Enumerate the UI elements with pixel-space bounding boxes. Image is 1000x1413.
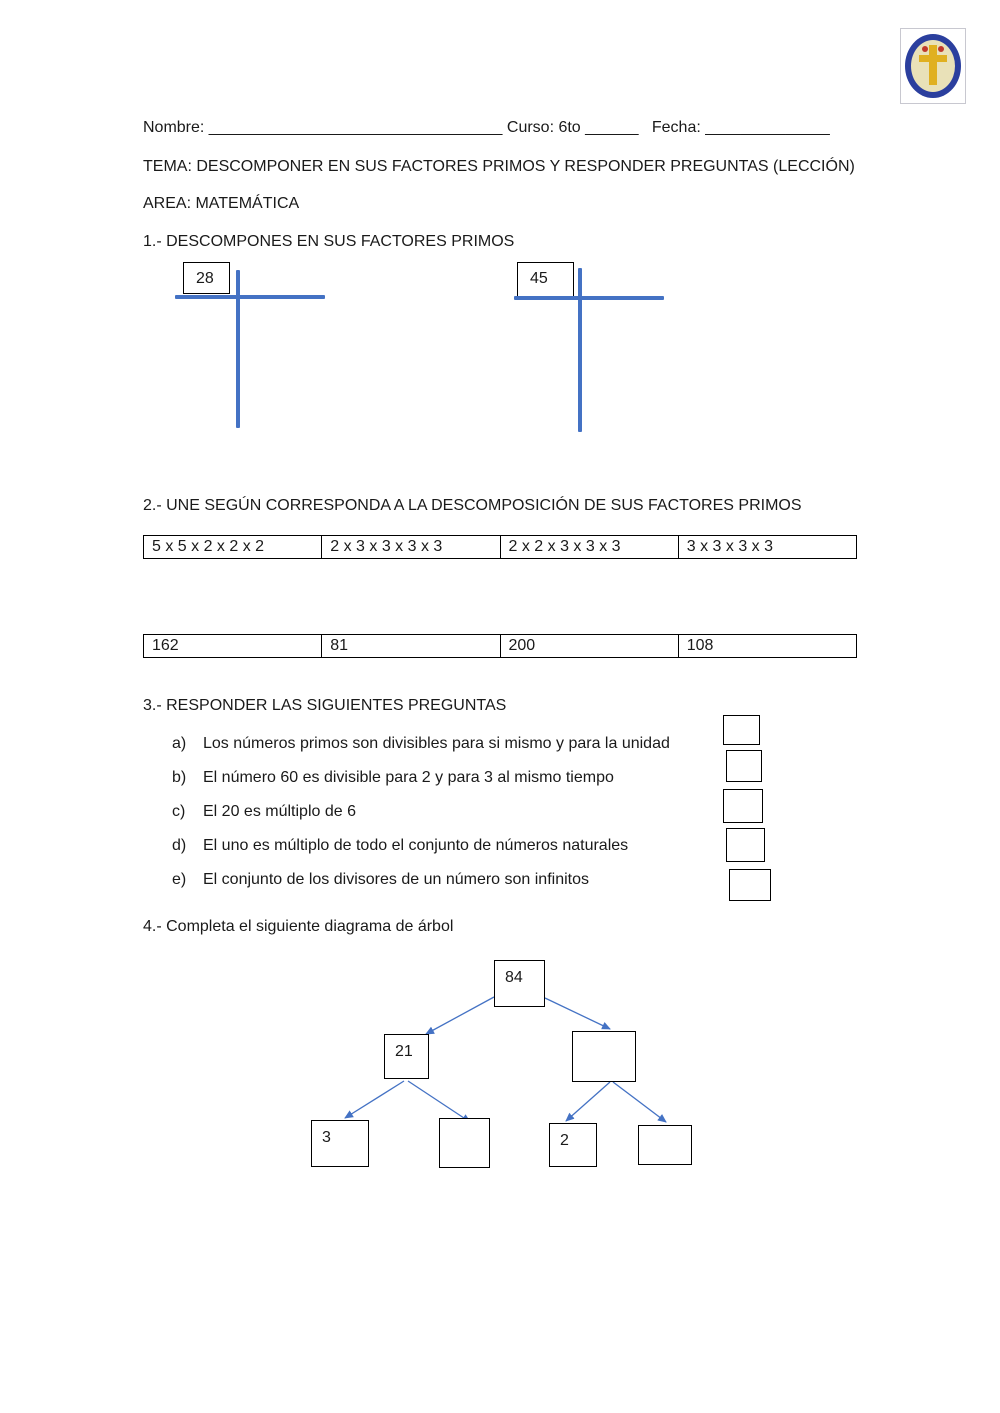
number-cell[interactable]: 162 [144, 635, 322, 658]
tree-node-left-left: 3 [311, 1120, 369, 1167]
section3-title: 3.- RESPONDER LAS SIGUIENTES PREGUNTAS [143, 697, 507, 714]
question-letter: b) [172, 769, 187, 786]
factorization-cell[interactable]: 2 x 2 x 3 x 3 x 3 [500, 536, 678, 559]
section2-title: 2.- UNE SEGÚN CORRESPONDA A LA DESCOMPOSICIÓN DE SUS FACTORES PRIMOS [143, 497, 802, 514]
factorization-cell[interactable]: 2 x 3 x 3 x 3 x 3 [322, 536, 500, 559]
number-cell[interactable]: 108 [678, 635, 856, 658]
name-course-date-line: Nombre: _________________________________ Curso: 6to ______ Fecha: ______________ [143, 119, 830, 136]
question-text: El número 60 es divisible para 2 y para 3 al mismo tiempo [203, 769, 614, 786]
number-cell[interactable]: 81 [322, 635, 500, 658]
section4-title: 4.- Completa el siguiente diagrama de árbol [143, 918, 454, 935]
tree-arrow [408, 1081, 470, 1122]
question-text: Los números primos son divisibles para si mismo y para la unidad [203, 735, 670, 752]
topic-line: TEMA: DESCOMPONER EN SUS FACTORES PRIMOS Y RESPONDER PREGUNTAS (LECCIÓN) [143, 158, 855, 175]
tree-node-right-blank[interactable] [572, 1031, 636, 1082]
factorization-cell[interactable]: 5 x 5 x 2 x 2 x 2 [144, 536, 322, 559]
tree-arrow [345, 1081, 404, 1118]
tree-node-root: 84 [494, 960, 545, 1007]
number-cell[interactable]: 200 [500, 635, 678, 658]
question-text: El conjunto de los divisores de un número son infinitos [203, 871, 589, 888]
tree-arrow [613, 1082, 666, 1122]
question-letter: c) [172, 803, 186, 820]
tree-node-right-left: 2 [549, 1123, 597, 1167]
question-text: El uno es múltiplo de todo el conjunto de números naturales [203, 837, 629, 854]
factor-number-45: 45 [517, 262, 574, 297]
area-line: AREA: MATEMÁTICA [143, 195, 300, 212]
question-letter: e) [172, 871, 187, 888]
tree-node-right-right-blank[interactable] [638, 1125, 692, 1165]
tree-arrow [426, 997, 494, 1034]
tree-arrow [566, 1082, 610, 1121]
question-letter: a) [172, 735, 187, 752]
section1-title: 1.- DESCOMPONES EN SUS FACTORES PRIMOS [143, 233, 515, 250]
tree-node-left-right-blank[interactable] [439, 1118, 490, 1168]
question-text: El 20 es múltiplo de 6 [203, 803, 356, 820]
question-letter: d) [172, 837, 187, 854]
tree-node-left: 21 [384, 1034, 429, 1079]
tree-arrow [545, 998, 610, 1029]
factorization-cell[interactable]: 3 x 3 x 3 x 3 [678, 536, 856, 559]
factor-number-28: 28 [183, 262, 230, 294]
